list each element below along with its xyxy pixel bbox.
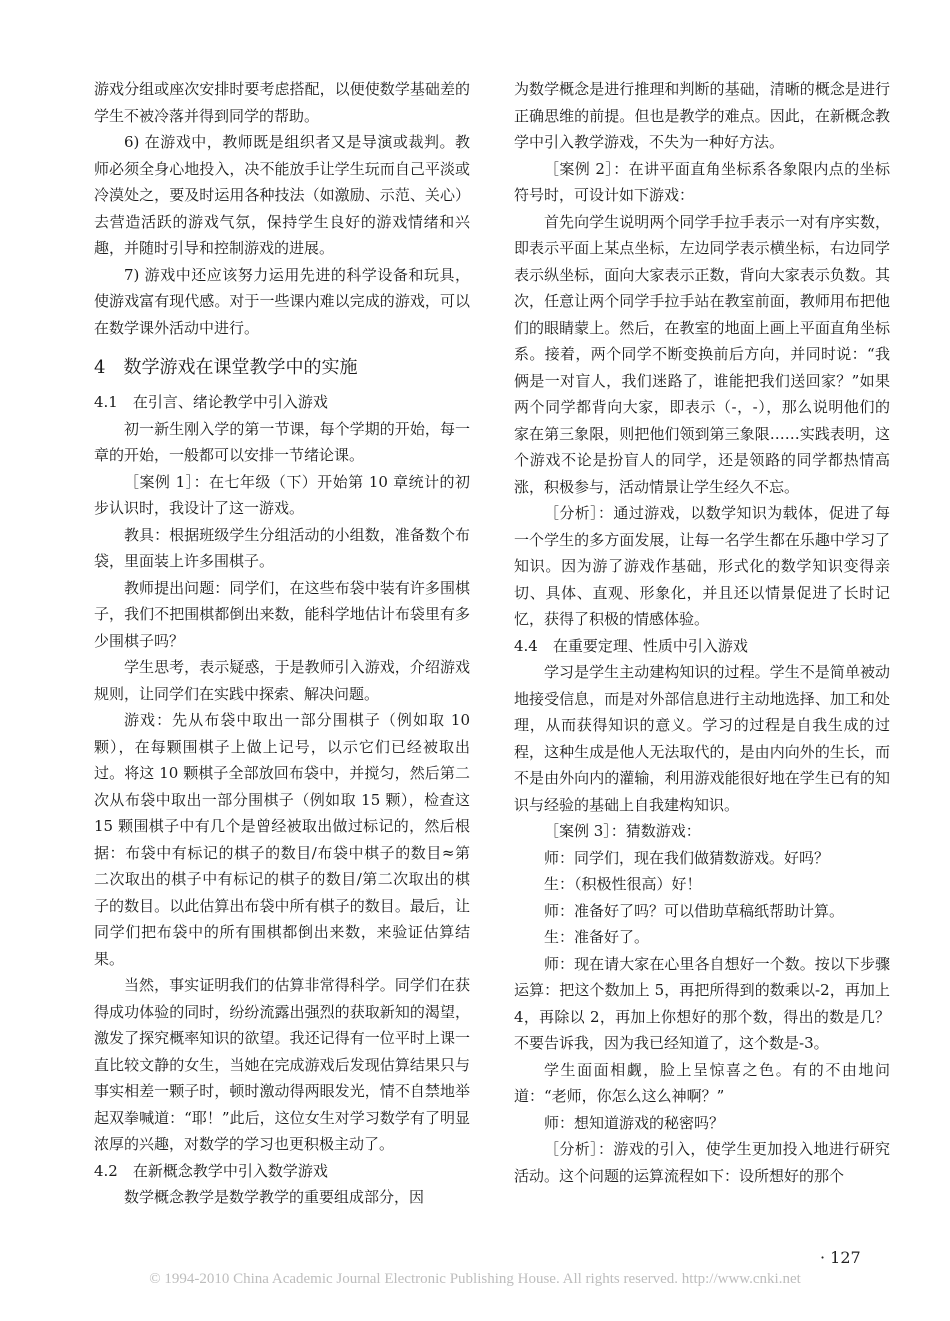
paragraph: 师：同学们，现在我们做猜数游戏。好吗？ [544, 848, 830, 867]
paragraph: 游戏分组或座次安排时要考虑搭配，以便使数学基础差的学生不被冷落并得到同学的帮助。 [94, 80, 470, 125]
paragraph: 师：准备好了吗？可以借助草稿纸帮助计算。 [544, 901, 845, 920]
paragraph: 学生面面相觑，脸上呈惊喜之色。有的不由地问道：“老师，你怎么这么神啊？” [514, 1060, 890, 1105]
subsection-heading: 4.1 在引言、绪论教学中引入游戏 [94, 393, 328, 411]
paragraph: ［案例 3］：猜数游戏： [544, 822, 701, 840]
paragraph: 数学概念教学是数学教学的重要组成部分，因 [124, 1188, 425, 1206]
paragraph: 7) 游戏中还应该努力运用先进的科学设备和玩具，使游戏富有现代感。对于一些课内难以完成的游戏，可以在数学课外活动中进行。 [94, 265, 470, 337]
paragraph: ［分析］：游戏的引入，使学生更加投入地进行研究活动。这个问题的运算流程如下：设所想好的那个 [514, 1140, 890, 1185]
copyright-footer: © 1994-2010 China Academic Journal Electronic Publishing House. All rights reserved. http://www.cnki.net [149, 1271, 801, 1287]
paragraph: ［案例 2］：在讲平面直角坐标系各象限内点的坐标符号时，可设计如下游戏： [514, 159, 890, 204]
paragraph: 初一新生刚入学的第一节课，每个学期的开始，每一章的开始，一般都可以安排一节绪论课。 [94, 419, 470, 464]
paragraph: 生：（积极性很高）好！ [544, 875, 702, 893]
paragraph: ［案例 1］：在七年级（下）开始第 10 章统计的初步认识时，我设计了这一游戏。 [94, 472, 470, 517]
section-heading: 4 数学游戏在课堂教学中的实施 [94, 357, 358, 378]
paragraph: 教师提出问题：同学们，在这些布袋中装有许多围棋子，我们不把围棋都倒出来数，能科学地估计布袋里有多少围棋子吗？ [94, 578, 470, 650]
paragraph: 为数学概念是进行推理和判断的基础，清晰的概念是进行正确思维的前提。但也是教学的难点。因此，在新概念教学中引入教学游戏，不失为一种好方法。 [514, 80, 890, 151]
paragraph: ［分析］：通过游戏，以数学知识为载体，促进了每一个学生的多方面发展，让每一名学生都在乐趣中学习了知识。因为游了游戏作基础，形式化的数学知识变得亲切、具体、直观、形象化，并且还以情景促进了长时记忆，获得了积极的情感体验。 [514, 504, 890, 628]
paragraph: 学生思考，表示疑惑，于是教师引入游戏，介绍游戏规则，让同学们在实践中探索、解决问题。 [94, 658, 470, 703]
paragraph: 6) 在游戏中，教师既是组织者又是导演或裁判。教师必须全身心地投入，决不能放手让学生玩而自己平淡或冷漠处之，要及时运用各种技法（如激励、示范、关心）去营造活跃的游戏气氛，保持学生良好的游戏情绪和兴趣，并随时引导和控制游戏的进展。 [94, 133, 470, 257]
paragraph: 首先向学生说明两个同学手拉手表示一对有序实数，即表示平面上某点坐标，左边同学表示横坐标，右边同学表示纵坐标，面向大家表示正数，背向大家表示负数。其次，任意让两个同学手拉手站在教室前面，教师用布把他们的眼睛蒙上。然后，在教室的地面上画上平面直角坐标系。接着，两个同学不断变换前后方向，并同时说：“我俩是一对盲人，我们迷路了，谁能把我们送回家？”如果两个同学都背向大家，即表示（-，-），那么说明他们的家在第三象限，则把他们领到第三象限……实践表明，这个游戏不论是扮盲人的同学，还是领路的同学都热情高涨，积极参与，活动情景让学生经久不忘。 [514, 212, 890, 496]
left-column [94, 76, 470, 1211]
right-column [514, 76, 890, 1189]
page-number: · 127 [820, 1248, 861, 1267]
paragraph: 师：现在请大家在心里各自想好一个数。按以下步骤运算：把这个数加上 5，再把所得到的数乘以-2，再加上 4，再除以 2，再加上你想好的那个数，得出的数是几？不要告诉我，因为我已经知道了，这个数是-3。 [514, 954, 890, 1052]
paragraph: 游戏：先从布袋中取出一部分围棋子（例如取 10 颗），在每颗围棋子上做上记号，以示它们已经被取出过。将这 10 颗棋子全部放回布袋中，并搅匀，然后第二次从布袋中取出一部分围棋子（例如取 15 颗），检查这 15 颗围棋子中有几个是曾经被取出做过标记的，然后根据：布袋中有标记的棋子的数目/布袋中棋子的数目≈第二次取出的棋子中有标记的棋子的数目/第二次取出的棋子的数目。以此估算出布袋中所有棋子的数目。最后，让同学们把布袋中的所有围棋都倒出来数，来验证估算结果。 [94, 711, 470, 968]
paragraph: 师：想知道游戏的秘密吗？ [544, 1113, 725, 1132]
subsection-heading: 4.4 在重要定理、性质中引入游戏 [514, 636, 748, 655]
subsection-heading: 4.2 在新概念教学中引入数学游戏 [94, 1161, 328, 1180]
paragraph: 教具：根据班级学生分组活动的小组数，准备数个布袋，里面装上许多围棋子。 [94, 525, 470, 570]
paragraph: 当然，事实证明我们的估算非常得科学。同学们在获得成功体验的同时，纷纷流露出强烈的获取新知的渴望，激发了探究概率知识的欲望。我还记得有一位平时上课一直比较文静的女生，当她在完成游戏后发现估算结果只与事实相差一颗子时，顿时激动得两眼发光，情不自禁地举起双拳喊道：“耶！”此后，这位女生对学习数学有了明显浓厚的兴趣，对数学的学习也更积极主动了。 [94, 976, 470, 1153]
paragraph: 学习是学生主动建构知识的过程。学生不是简单被动地接受信息，而是对外部信息进行主动地选择、加工和处理，从而获得知识的意义。学习的过程是自我生成的过程，这种生成是他人无法取代的，是由内向外的生长，而不是由外向内的灌输，利用游戏能很好地在学生已有的知识与经验的基础上自我建构知识。 [514, 663, 890, 814]
paragraph: 生：准备好了。 [544, 928, 650, 946]
